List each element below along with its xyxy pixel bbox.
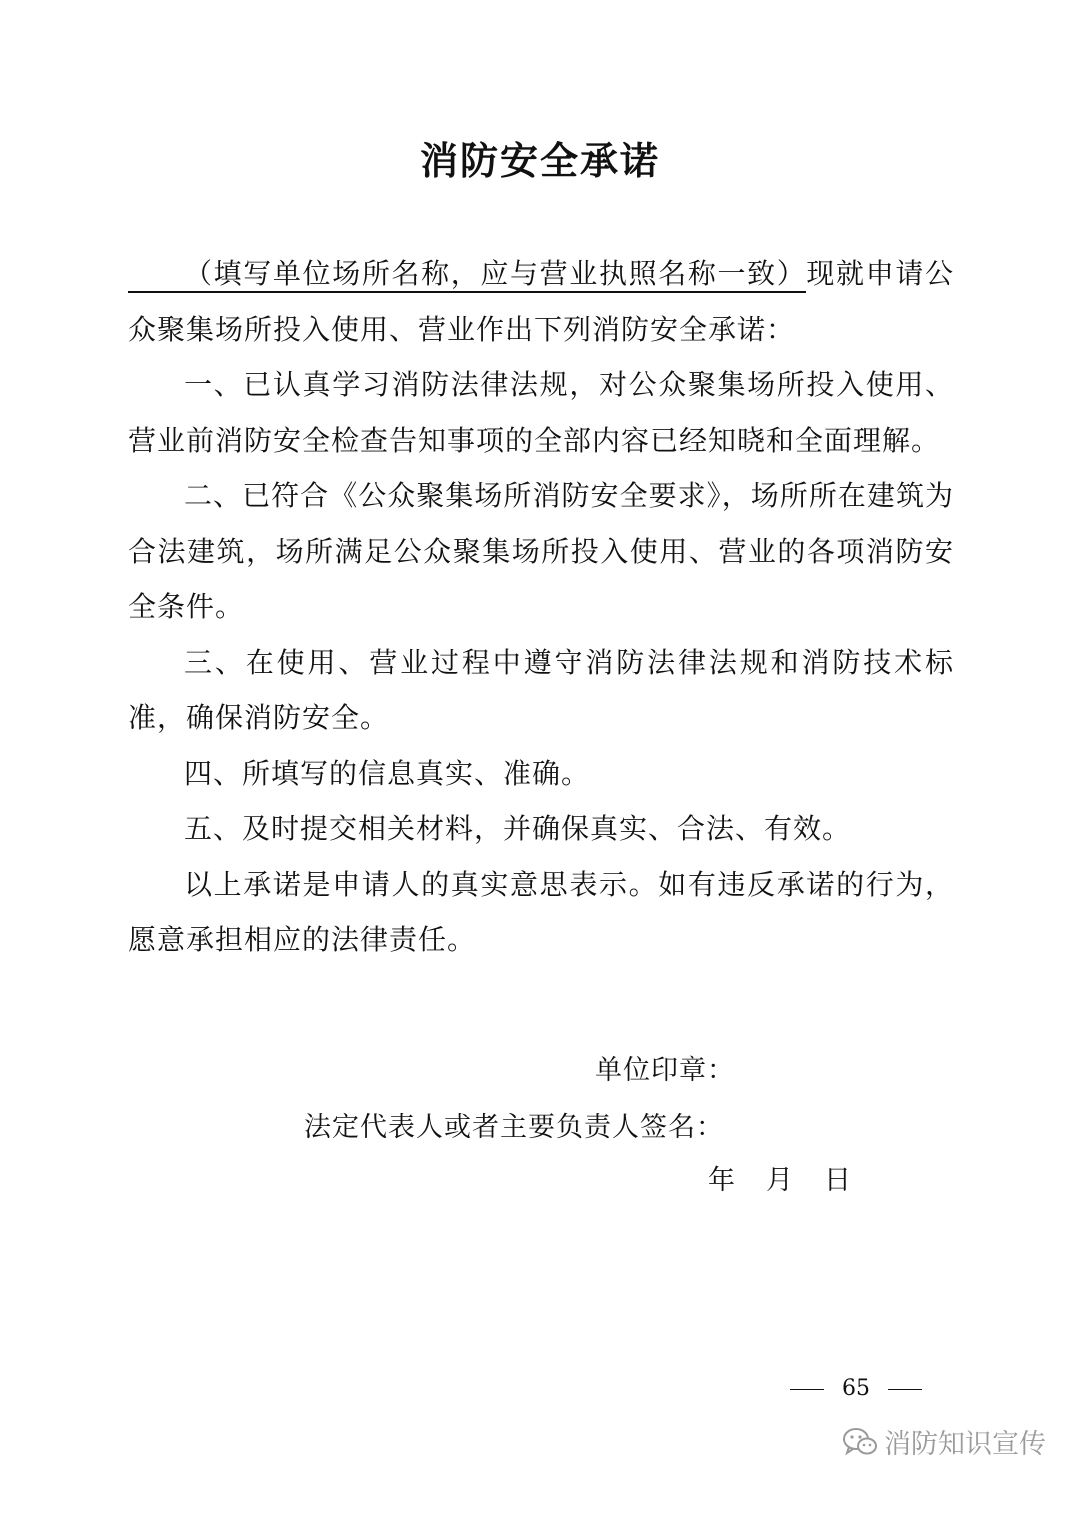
- watermark-text: 消防知识宣传: [884, 1429, 1046, 1460]
- year-label: 年: [708, 1165, 736, 1196]
- document-body: [128, 246, 954, 968]
- commitment-item-2: 二、已符合《公众聚集场所消防安全要求》，场所所在建筑为合法建筑，场所满足公众聚集场所投入使用、营业的各项消防安全条件。: [128, 479, 954, 623]
- page-number-dash-right: [888, 1389, 922, 1390]
- unit-name-blank[interactable]: （填写单位场所名称，应与营业执照名称一致）: [128, 257, 806, 293]
- commitment-item-5: 五、及时提交相关材料，并确保真实、合法、有效。: [184, 812, 852, 845]
- intro-paragraph: [128, 246, 954, 357]
- document-title: 消防安全承诺: [419, 139, 660, 183]
- unit-seal-label: 单位印章：: [595, 1055, 735, 1086]
- wechat-icon: [842, 1426, 878, 1458]
- date-line: [708, 1158, 852, 1197]
- commitment-item-3: 三、在使用、营业过程中遵守消防法律法规和消防技术标准，确保消防安全。: [128, 645, 954, 734]
- watermark: [842, 1422, 1046, 1461]
- closing-statement: 以上承诺是申请人的真实意思表示。如有违反承诺的行为，愿意承担相应的法律责任。: [128, 867, 954, 956]
- day-label: 日: [824, 1165, 852, 1196]
- commitment-item-1: 一、已认真学习消防法律法规，对公众聚集场所投入使用、营业前消防安全检查告知事项的全部内容已经知晓和全面理解。: [128, 368, 954, 457]
- month-label: 月: [766, 1165, 794, 1196]
- page-number: [790, 1376, 922, 1401]
- representative-signature-label: 法定代表人或者主要负责人签名：: [304, 1112, 724, 1143]
- intro-text: 现就申请公众聚集场所投入使用、营业作出下列消防安全承诺：: [128, 257, 954, 346]
- commitment-item-4: 四、所填写的信息真实、准确。: [184, 756, 591, 790]
- page-number-dash-left: [790, 1389, 824, 1390]
- page-number-value: 65: [842, 1376, 870, 1401]
